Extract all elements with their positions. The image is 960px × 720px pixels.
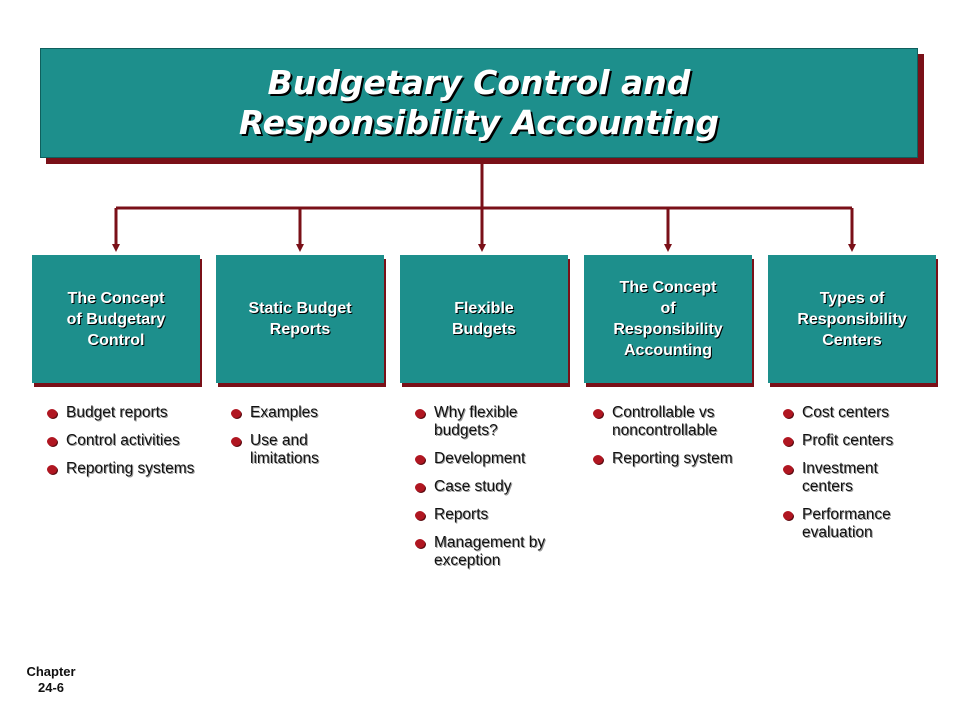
card-types-of-responsibility-centers: [768, 255, 936, 383]
bullet-icon: [415, 539, 425, 548]
chapter-text: Chapter: [26, 664, 76, 679]
card-heading: Types of Responsibility Centers: [797, 289, 907, 349]
bullet-icon: [783, 409, 793, 418]
list-item-text: Reports: [434, 506, 489, 523]
bullet-icon: [593, 409, 603, 418]
list-item: [410, 404, 570, 440]
list-item-text: Budget reports: [66, 404, 168, 421]
card-heading: Static Budget Reports: [248, 300, 352, 338]
bullet-list-responsibility-accounting: [588, 404, 758, 478]
bullet-icon: [783, 465, 793, 474]
bullet-icon: [231, 437, 241, 446]
card-budgetary-control: [32, 255, 200, 383]
list-item: [42, 404, 210, 422]
list-item: [778, 404, 928, 422]
chapter-label: [22, 664, 80, 696]
bullet-list-budgetary-control: [42, 404, 210, 488]
list-item-text: Control activities: [66, 432, 180, 449]
list-item-text: Why flexible budgets?: [434, 404, 518, 439]
list-item: [410, 450, 570, 468]
list-item: [778, 432, 928, 450]
list-item: [588, 450, 758, 468]
list-item: [42, 460, 210, 478]
list-item-text: Reporting system: [612, 450, 733, 467]
bullet-list-static-budget: [226, 404, 376, 478]
bullet-icon: [415, 511, 425, 520]
bullet-icon: [415, 483, 425, 492]
list-item: [226, 404, 376, 422]
list-item-text: Performance evaluation: [802, 506, 891, 541]
list-item-text: Controllable vs noncontrollable: [612, 404, 718, 439]
list-item: [410, 478, 570, 496]
chapter-number: 24-6: [37, 680, 65, 695]
bullet-icon: [47, 465, 57, 474]
list-item: [588, 404, 758, 440]
list-item: [410, 534, 570, 570]
bullet-icon: [593, 455, 603, 464]
card-heading: Flexible Budgets: [452, 300, 516, 338]
bullet-icon: [47, 409, 57, 418]
list-item-text: Cost centers: [802, 404, 890, 421]
bullet-list-flexible-budgets: [410, 404, 570, 580]
list-item-text: Development: [434, 450, 526, 467]
list-item: [226, 432, 376, 468]
list-item: [778, 506, 928, 542]
card-flexible-budgets: [400, 255, 568, 383]
bullet-icon: [231, 409, 241, 418]
title-line-1: Budgetary Control and: [267, 63, 691, 102]
card-responsibility-accounting: [584, 255, 752, 383]
card-static-budget-reports: [216, 255, 384, 383]
card-heading: The Concept of Budgetary Control: [66, 289, 166, 349]
list-item-text: Use and limitations: [250, 432, 319, 467]
bullet-icon: [415, 455, 425, 464]
bullet-icon: [415, 409, 425, 418]
bullet-icon: [47, 437, 57, 446]
title-line-2: Responsibility Accounting: [238, 103, 720, 142]
list-item-text: Case study: [434, 478, 512, 495]
bullet-icon: [783, 511, 793, 520]
list-item-text: Profit centers: [802, 432, 894, 449]
bullet-list-responsibility-centers: [778, 404, 928, 552]
list-item: [778, 460, 928, 496]
bullet-icon: [783, 437, 793, 446]
list-item-text: Examples: [250, 404, 319, 421]
list-item-text: Reporting systems: [66, 460, 195, 477]
card-heading: The Concept of Responsibility Accounting: [613, 279, 723, 359]
list-item-text: Investment centers: [802, 460, 878, 495]
list-item-text: Management by exception: [434, 534, 546, 569]
list-item: [42, 432, 210, 450]
list-item: [410, 506, 570, 524]
